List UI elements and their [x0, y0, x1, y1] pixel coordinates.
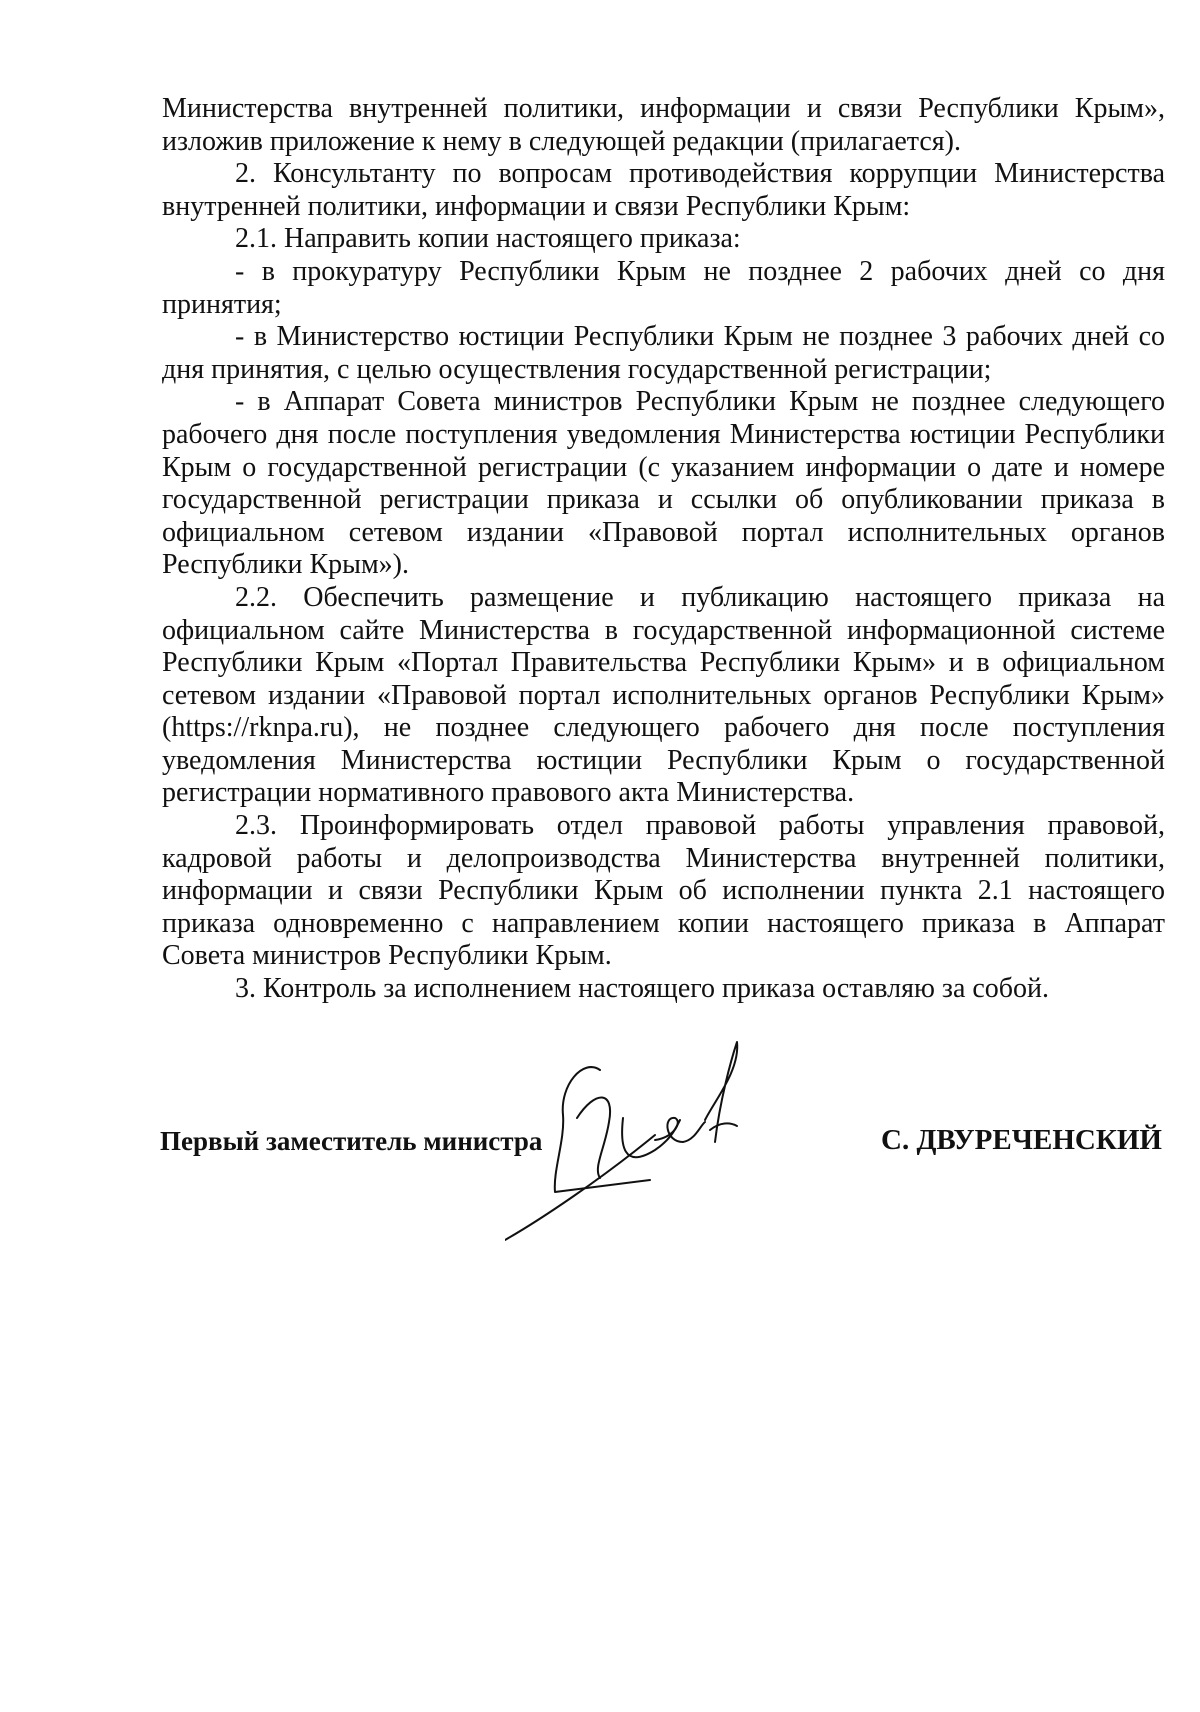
document-body: [162, 93, 1165, 1006]
paragraph-2-3: 2.3. Проинформировать отдел правовой работы управления правовой, кадровой работы и делопроизводства Министерства внутренней политики, информации и связи Республики Крым об исполнении пункта 2.1 настоящего приказа одновременно с направлением копии настоящего приказа в Аппарат Совета министров Республики Крым.: [162, 810, 1165, 972]
paragraph-2-1-prosecutor: - в прокуратуру Республики Крым не позднее 2 рабочих дней со дня принятия;: [162, 255, 1165, 320]
handwritten-signature: [505, 1030, 825, 1280]
paragraph-2: 2. Консультанту по вопросам противодействия коррупции Министерства внутренней политики, информации и связи Республики Крым:: [162, 158, 1165, 222]
paragraph-2-2: 2.2. Обеспечить размещение и публикацию настоящего приказа на официальном сайте Министерства в государственной информационной системе Республики Крым «Портал Правительства Республики Крым» и в официальном сетевом издании «Правовой портал исполнительных органов Республики Крым» (https://rknpa.ru), не позднее следующего рабочего дня после поступления уведомления Министерства юстиции Республики Крым о государственной регистрации нормативного правового акта Министерства.: [162, 581, 1165, 809]
signatory-name: С. ДВУРЕЧЕНСКИЙ: [881, 1124, 1162, 1156]
paragraph-1: Министерства внутренней политики, информации и связи Республики Крым», изложив приложение к нему в следующей редакции (прилагается).: [162, 93, 1165, 157]
paragraph-2-1-justice: - в Министерство юстиции Республики Крым не позднее 3 рабочих дней со дня принятия, с целью осуществления государственной регистрации;: [162, 321, 1165, 385]
signatory-position: Первый заместитель министра: [160, 1126, 543, 1156]
paragraph-2-1: 2.1. Направить копии настоящего приказа:: [235, 223, 741, 255]
paragraph-3: 3. Контроль за исполнением настоящего приказа оставляю за собой.: [235, 973, 1050, 1005]
paragraph-2-1-council: - в Аппарат Совета министров Республики Крым не позднее следующего рабочего дня после поступления уведомления Министерства юстиции Республики Крым о государственной регистрации (с указанием информации о дате и номере государственной регистрации приказа и ссылки об опубликовании приказа в официальном сетевом издании «Правовой портал исполнительных органов Республики Крым»).: [162, 386, 1165, 581]
